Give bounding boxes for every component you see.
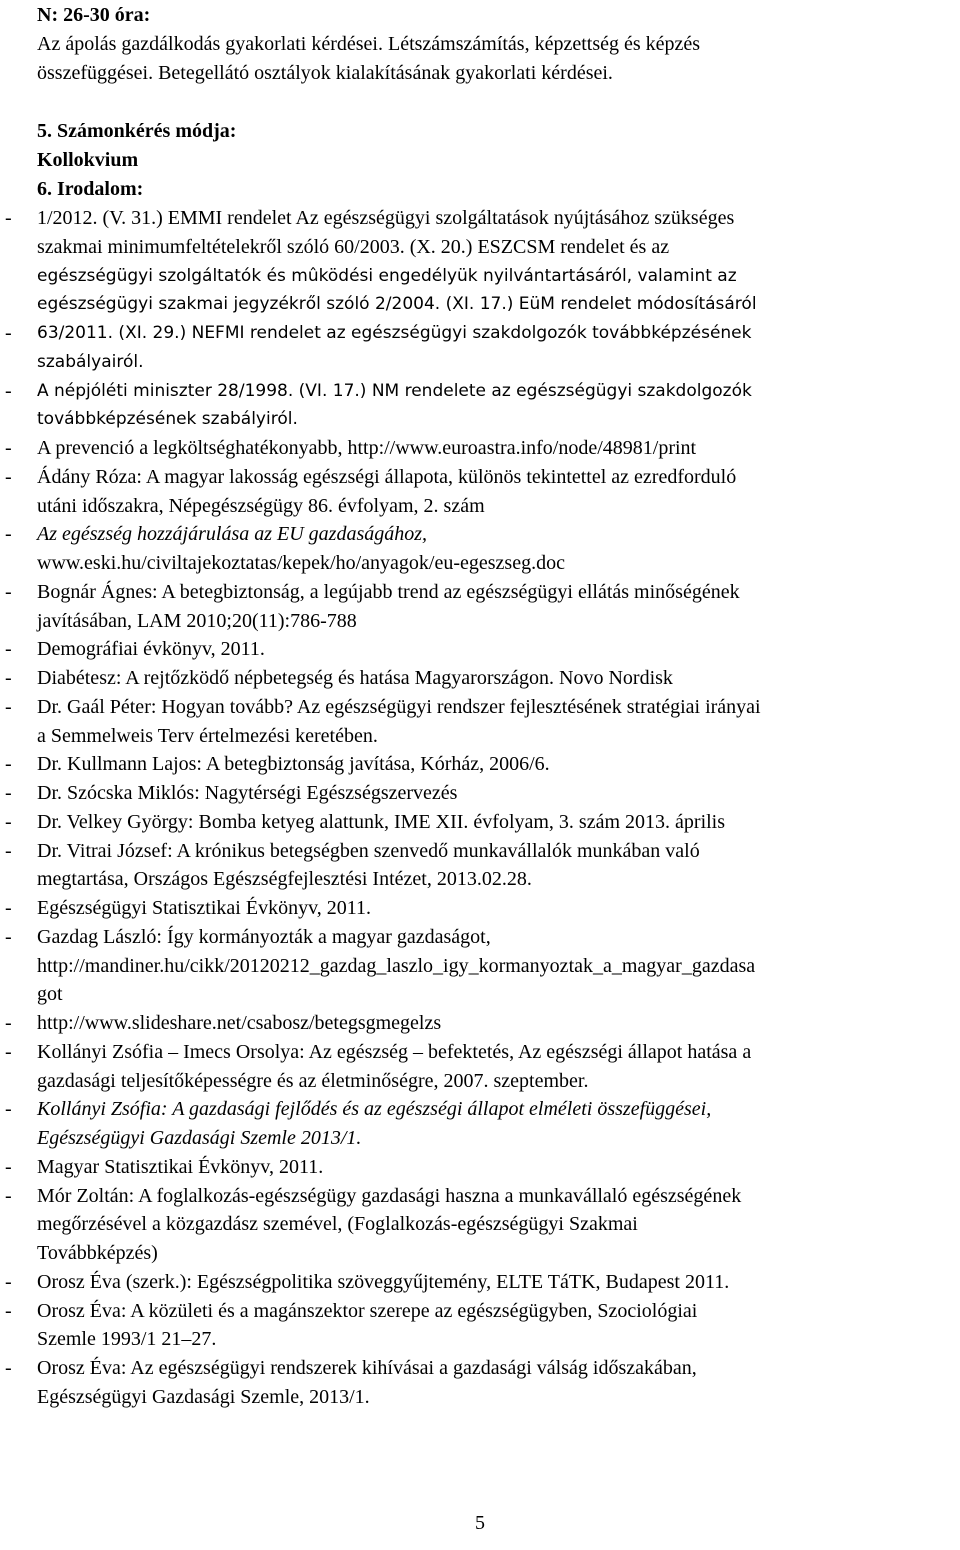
bullet-dash: -	[5, 810, 12, 833]
reference-text: Orosz Éva: A közületi és a magánszektor szerepe az egészségügyben, Szociológiai	[37, 1299, 698, 1322]
reference-line	[37, 1239, 158, 1268]
reference-line	[5, 923, 491, 952]
reference-text: továbbképzésének szabályiról.	[37, 409, 298, 430]
bullet-dash: -	[5, 1040, 12, 1063]
reference-text: www.eski.hu/civiltajekoztatas/kepek/ho/anyagok/eu-egeszseg.doc	[37, 552, 565, 574]
bullet-dash: -	[5, 207, 12, 229]
reference-text: gazdasági teljesítőképességre és az életminőségre, 2007. szeptember.	[37, 1069, 589, 1092]
reference-text: http://mandiner.hu/cikk/20120212_gazdag_laszlo_igy_kormanyoztak_a_magyar_gazdasa	[37, 954, 756, 977]
reference-text: Dr. Kullmann Lajos: A betegbiztonság javítása, Kórház, 2006/6.	[37, 753, 550, 776]
reference-line	[5, 1009, 442, 1038]
reference-text: szakmai minimumfeltételekről szóló 60/2003. (X. 20.) ESZCSM rendelet és az	[37, 235, 670, 258]
bullet-dash: -	[5, 782, 12, 804]
reference-line	[37, 233, 669, 262]
section-5-value: Kollokvium	[37, 149, 139, 171]
reference-line	[37, 348, 143, 377]
reference-line	[37, 290, 757, 319]
reference-text: utáni időszakra, Népegészségügy 86. évfolyam, 2. szám	[37, 494, 485, 517]
reference-line	[5, 578, 740, 607]
reference-line	[5, 1354, 697, 1383]
page-number: 5	[475, 1512, 485, 1534]
reference-text: Mór Zoltán: A foglalkozás-egészségügy gazdasági haszna a munkavállaló egészségének	[37, 1184, 742, 1207]
reference-line	[5, 1095, 712, 1124]
reference-line	[37, 405, 298, 434]
reference-text: A népjóléti miniszter 28/1998. (VI. 17.) NM rendelete az egészségügyi szakdolgozók	[37, 380, 752, 401]
reference-line	[37, 549, 565, 578]
reference-text: Egészségügyi Statisztikai Évkönyv, 2011.	[37, 897, 372, 919]
reference-text: http://www.slideshare.net/csabosz/betegsgmegelzs	[37, 1012, 442, 1034]
reference-text: Gazdag László: Így kormányozták a magyar gazdaságot,	[37, 925, 491, 948]
bullet-dash: -	[5, 1184, 12, 1207]
reference-line	[5, 750, 550, 779]
reference-text: 63/2011. (XI. 29.) NEFMI rendelet az egészségügyi szakdolgozók továbbképzésének	[37, 323, 752, 343]
bullet-dash: -	[5, 925, 12, 948]
reference-text: Egészségügyi Gazdasági Szemle, 2013/1.	[37, 1385, 370, 1408]
reference-text: megőrzésével a közgazdász szemével, (Foglalkozás-egészségügyi Szakmai	[37, 1213, 638, 1236]
bullet-dash: -	[5, 839, 12, 862]
reference-text: Szemle 1993/1 21–27.	[37, 1328, 217, 1351]
reference-line	[37, 607, 357, 636]
bullet-dash: -	[5, 465, 12, 488]
reference-text: Bognár Ágnes: A betegbiztonság, a legújabb trend az egészségügyi ellátás minőségének	[37, 580, 740, 603]
bullet-dash: -	[5, 1155, 12, 1178]
reference-line	[5, 377, 752, 406]
reference-line	[5, 319, 752, 348]
heading-line-1: Az ápolás gazdálkodás gyakorlati kérdései. Létszámszámítás, képzettség és képzés	[37, 33, 701, 55]
reference-text: egészségügyi szolgáltatók és mûködési engedélyük nyilvántartásáról, valamint az	[37, 265, 737, 286]
bullet-dash: -	[5, 580, 12, 603]
reference-text: Dr. Szócska Miklós: Nagytérségi Egészségszervezés	[37, 782, 458, 804]
reference-text: egészségügyi szakmai jegyzékről szóló 2/2004. (XI. 17.) EüM rendelet módosításáról	[37, 294, 757, 315]
reference-text: got	[37, 983, 63, 1006]
reference-text: Dr. Velkey György: Bomba ketyeg alattunk, IME XII. évfolyam, 3. szám 2013. április	[37, 810, 726, 833]
reference-line	[5, 1182, 742, 1211]
reference-text: szabályairól.	[37, 351, 144, 372]
reference-line	[5, 520, 428, 549]
reference-line	[5, 664, 673, 693]
reference-line	[5, 635, 265, 664]
reference-line	[5, 1268, 730, 1297]
bullet-dash: -	[5, 1299, 12, 1322]
reference-text: Dr. Gaál Péter: Hogyan tovább? Az egészségügyi rendszer fejlesztésének stratégiai irányai	[37, 695, 761, 718]
reference-line	[37, 1210, 638, 1239]
heading-label: N: 26-30 óra:	[37, 4, 151, 26]
reference-line	[5, 434, 697, 463]
reference-text: a Semmelweis Terv értelmezési keretében.	[37, 724, 378, 747]
reference-text: 1/2012. (V. 31.) EMMI rendelet Az egészségügyi szolgáltatások nyújtásához szükséges	[37, 207, 735, 229]
reference-text: Ádány Róza: A magyar lakosság egészségi állapota, különös tekintettel az ezredforduló	[37, 465, 737, 488]
reference-line	[5, 808, 726, 837]
reference-text: Magyar Statisztikai Évkönyv, 2011.	[37, 1155, 324, 1178]
reference-line	[37, 1067, 588, 1096]
reference-line	[5, 779, 458, 808]
bullet-dash: -	[5, 695, 12, 718]
bullet-dash: -	[5, 1357, 12, 1379]
reference-text: A prevenció a legköltséghatékonyabb, http://www.euroastra.info/node/48981/print	[37, 437, 697, 459]
reference-text: Az egészség hozzájárulása az EU gazdaságához,	[37, 523, 428, 546]
reference-text: javításában, LAM 2010;20(11):786-788	[37, 609, 357, 632]
reference-text: Egészségügyi Gazdasági Szemle 2013/1.	[37, 1127, 362, 1149]
reference-text: Orosz Éva (szerk.): Egészségpolitika szöveggyűjtemény, ELTE TáTK, Budapest 2011.	[37, 1270, 730, 1293]
reference-text: Demográfiai évkönyv, 2011.	[37, 638, 265, 661]
reference-text: Orosz Éva: Az egészségügyi rendszerek kihívásai a gazdasági válság időszakában,	[37, 1357, 697, 1379]
reference-line	[37, 722, 378, 751]
reference-line	[5, 1297, 698, 1326]
reference-line	[5, 204, 735, 233]
reference-line	[37, 1383, 370, 1412]
heading-line-2: összefüggései. Betegellátó osztályok kialakításának gyakorlati kérdései.	[37, 62, 613, 84]
reference-line	[5, 1038, 752, 1067]
bullet-dash: -	[5, 897, 12, 919]
reference-line	[37, 1124, 361, 1153]
reference-line	[37, 492, 485, 521]
bullet-dash: -	[5, 667, 12, 689]
reference-line	[37, 980, 63, 1009]
section-5-title: 5. Számonkérés módja:	[37, 120, 237, 142]
bullet-dash: -	[5, 1098, 12, 1121]
reference-text: Diabétesz: A rejtőzködő népbetegség és hatása Magyarországon. Novo Nordisk	[37, 667, 673, 689]
bullet-dash: -	[5, 322, 12, 344]
bullet-dash: -	[5, 523, 12, 546]
reference-line	[37, 262, 737, 291]
reference-line	[5, 894, 372, 923]
reference-line	[5, 1153, 324, 1182]
reference-text: Kollányi Zsófia – Imecs Orsolya: Az egészség – befektetés, Az egészségi állapot hatása a	[37, 1040, 752, 1063]
bullet-dash: -	[5, 1270, 12, 1293]
section-6-title: 6. Irodalom:	[37, 178, 144, 200]
reference-text: Dr. Vitrai József: A krónikus betegségben szenvedő munkavállalók munkában való	[37, 839, 700, 862]
bullet-dash: -	[5, 379, 12, 402]
bullet-dash: -	[5, 437, 12, 459]
reference-line	[37, 952, 755, 981]
reference-line	[5, 837, 700, 866]
reference-line	[37, 865, 532, 894]
bullet-dash: -	[5, 1012, 12, 1034]
reference-text: Kollányi Zsófia: A gazdasági fejlődés és az egészségi állapot elméleti összefüggései,	[37, 1098, 712, 1121]
reference-text: Továbbképzés)	[37, 1242, 158, 1264]
reference-text: megtartása, Országos Egészségfejlesztési Intézet, 2013.02.28.	[37, 868, 532, 891]
reference-line	[37, 1325, 216, 1354]
reference-line	[5, 693, 761, 722]
bullet-dash: -	[5, 753, 12, 776]
reference-line	[5, 463, 737, 492]
bullet-dash: -	[5, 638, 12, 661]
